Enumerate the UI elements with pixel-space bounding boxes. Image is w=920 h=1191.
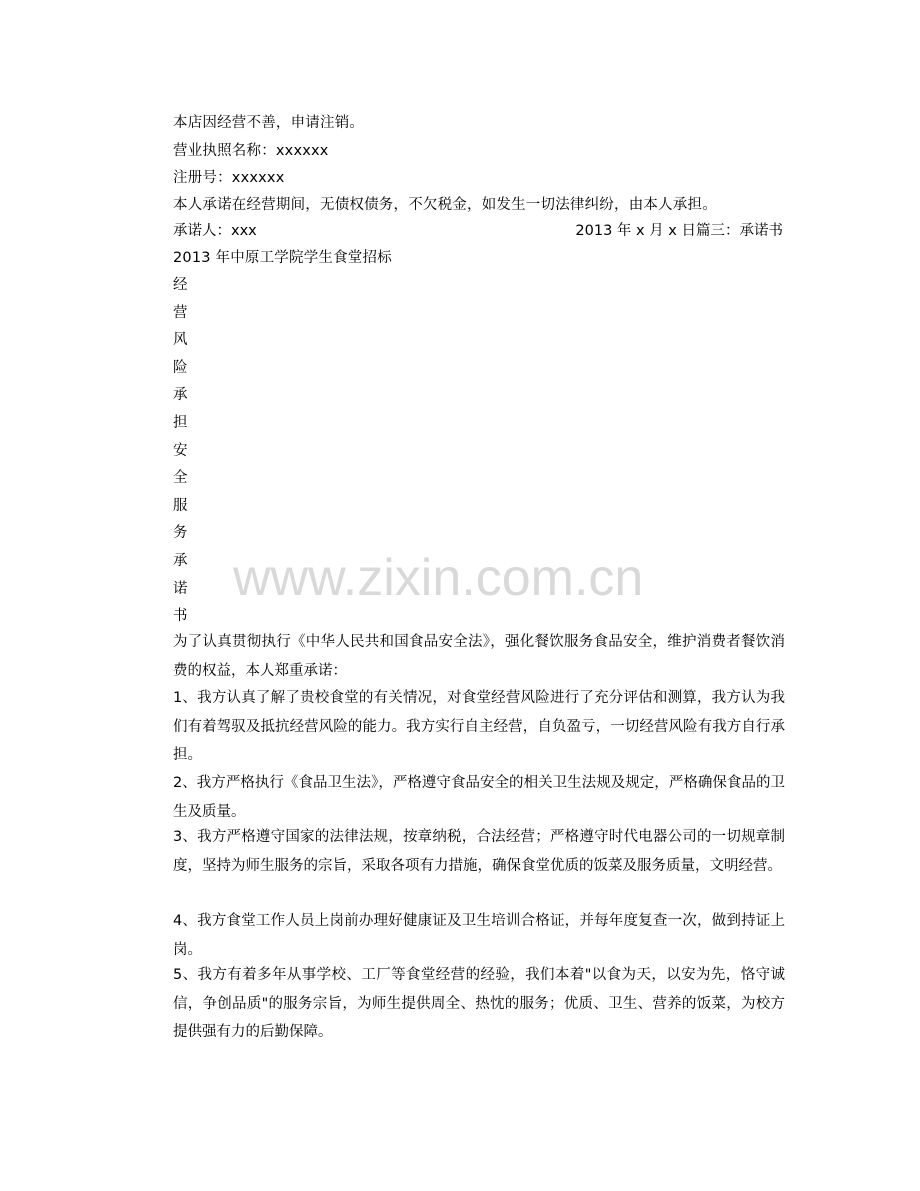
vertical-title-char: 营: [173, 304, 188, 321]
paragraph-5: 5、我方有着多年从事学校、工厂等食堂经营的经验，我们本着"以食为天，以安为先，恪守诚信，争创品质"的服务宗旨，为师生提供周全、热忱的服务；优质、卫生、营养的饭菜，为校方提供强有力的后勤保障。: [173, 967, 785, 1040]
vertical-title-char: 担: [173, 414, 188, 431]
paragraph-3: 3、我方严格遵守国家的法律法规，按章纳税，合法经营；严格遵守时代电器公司的一切规章制度，坚持为师生服务的宗旨，采取各项有力措施，确保食堂优质的饭菜及服务质量，文明经营。: [173, 829, 785, 874]
vertical-title-char: 安: [173, 442, 188, 459]
paragraph-1: [173, 684, 785, 770]
intro-line-1: 本店因经营不善，申请注销。: [173, 115, 365, 131]
vertical-title-char: 经: [173, 277, 188, 293]
paragraph-intro: 为了认真贯彻执行《中华人民共和国食品安全法》，强化餐饮服务食品安全，维护消费者餐饮消费的权益，本人郑重承诺：: [173, 634, 785, 679]
signature-right: 2013 年 x 月 x 日篇三：承诺书: [575, 223, 783, 239]
vertical-title-char: 承: [173, 387, 188, 404]
paragraph-1-text: 1、我方认真了解了贵校食堂的有关情况，对食堂经营风险进行了充分评估和测算，我方认为我们有着驾驭及抵抗经营风险的能力。我方实行自主经营，自负盈亏，一切经营风险有我方自行承担。: [173, 690, 785, 763]
vertical-title-char: 全: [173, 470, 188, 487]
intro-line-4: 本人承诺在经营期间，无债权债务，不欠税金，如发生一切法律纠纷，由本人承担。: [173, 197, 717, 213]
vertical-title-char: 务: [173, 525, 188, 542]
vertical-title-char: 书: [173, 608, 188, 625]
intro-line-2: 营业执照名称：xxxxxx: [173, 143, 329, 159]
vertical-title-char: 服: [173, 497, 188, 514]
vertical-title-char: 诺: [173, 580, 188, 597]
signature-left: 承诺人：xxx: [173, 223, 257, 239]
watermark: www.zixin.com.cn: [233, 549, 644, 607]
signature-row: [173, 221, 783, 241]
vertical-title-char: 险: [173, 359, 188, 376]
vertical-title-char: 承: [173, 552, 188, 569]
vertical-title: [173, 275, 193, 634]
paragraph-4: 4、我方食堂工作人员上岗前办理好健康证及卫生培训合格证，并每年度复查一次，做到持证上岗。: [173, 913, 785, 958]
paragraph-2: 2、我方严格执行《食品卫生法》，严格遵守食品安全的相关卫生法规及规定，严格确保食品的卫生及质量。: [173, 775, 785, 820]
intro-line-3: 注册号：xxxxxx: [173, 170, 285, 186]
subtitle: 2013 年中原工学院学生食堂招标: [173, 250, 392, 266]
vertical-title-char: 风: [173, 332, 188, 349]
